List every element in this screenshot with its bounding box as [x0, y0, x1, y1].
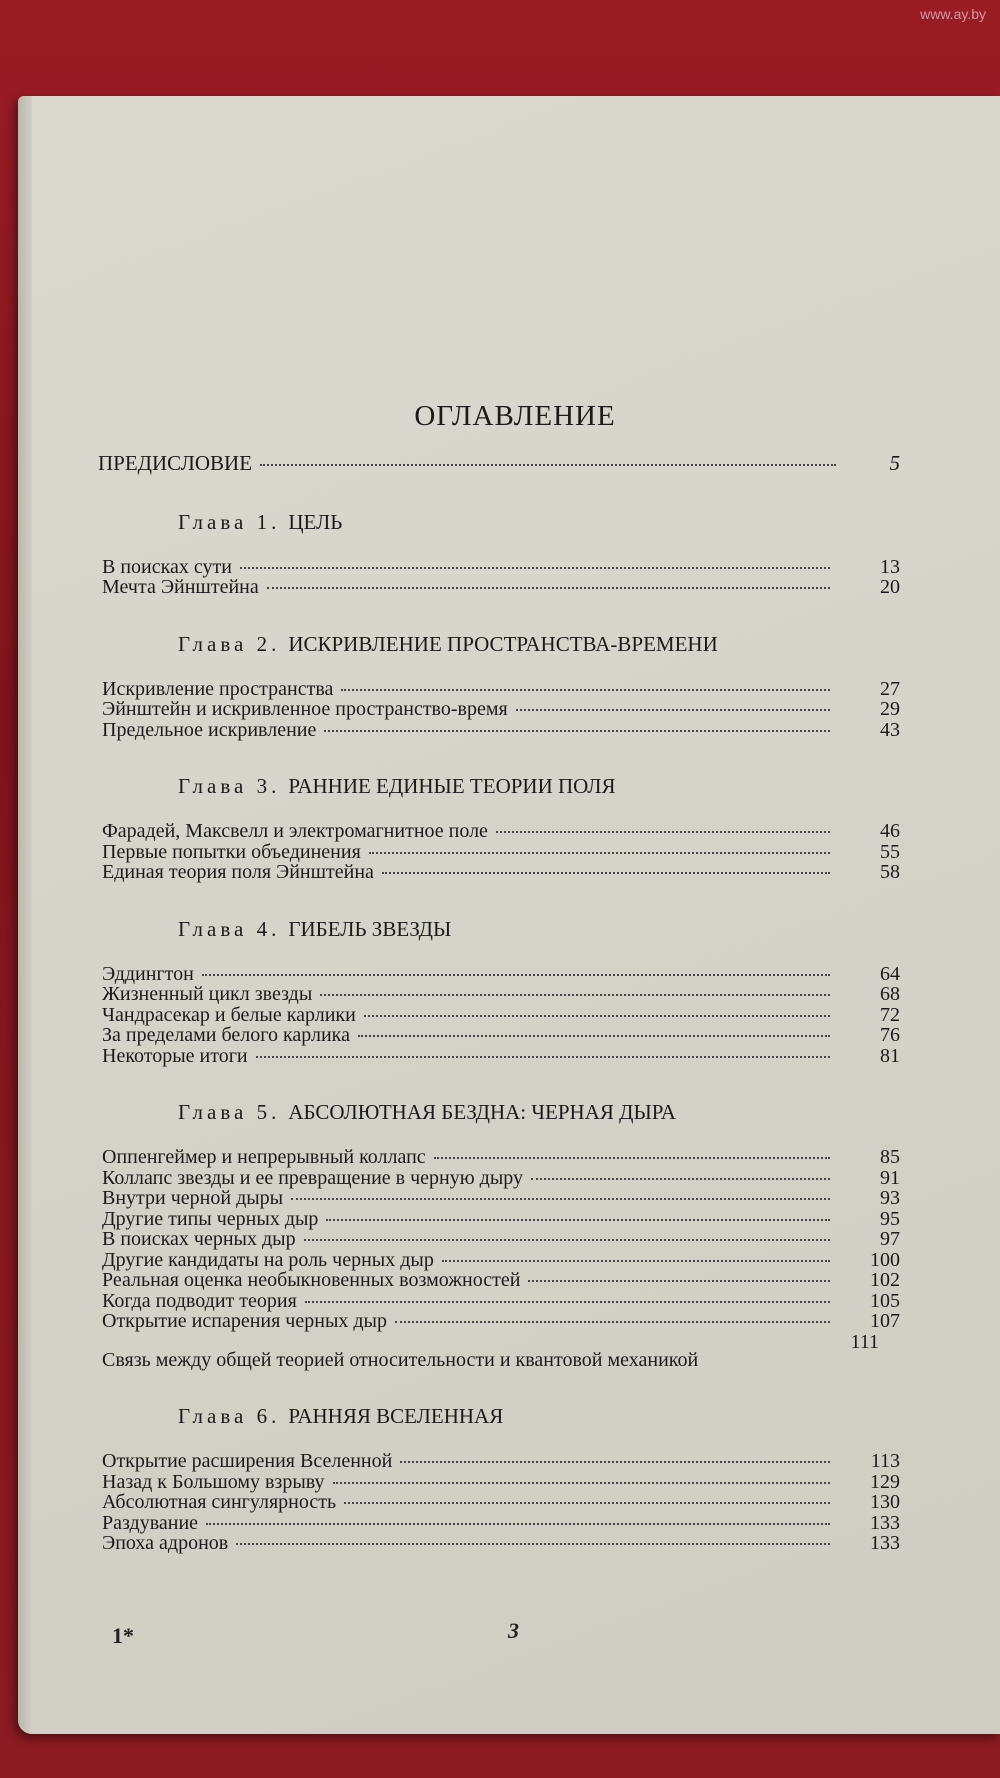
- leader-dots: [240, 567, 830, 569]
- entry-page: 113: [870, 1450, 900, 1472]
- toc-entry: [102, 862, 900, 883]
- entry-page: 133: [870, 1532, 900, 1554]
- toc-title: ОГЛАВЛЕНИЕ: [414, 400, 616, 432]
- toc-entry: [102, 1209, 900, 1230]
- leader-dots: [395, 1321, 830, 1323]
- entry-page: 20: [880, 576, 900, 598]
- entry-page: 76: [880, 1024, 900, 1046]
- entry-label: Открытие испарения черных дыр: [102, 1310, 387, 1332]
- chapter-heading: [178, 632, 900, 657]
- entry-label: За пределами белого карлика: [102, 1024, 350, 1046]
- leader-dots: [341, 689, 830, 691]
- entry-page: 133: [870, 1511, 900, 1534]
- toc-entry: [102, 557, 900, 578]
- toc-entry: [102, 720, 900, 741]
- leader-dots: [326, 1219, 830, 1221]
- toc-entry: [102, 984, 900, 1005]
- chapter-list: [100, 510, 900, 1554]
- entry-label: Чандрасекар и белые карлики: [102, 1003, 356, 1026]
- leader-dots: [333, 1482, 830, 1484]
- leader-dots: [496, 831, 830, 833]
- entry-label: Эддингтон: [102, 962, 194, 985]
- entry-page: 13: [880, 555, 900, 578]
- leader-dots: [516, 709, 830, 711]
- entry-page: 85: [880, 1146, 900, 1168]
- chapter-entries: [102, 557, 900, 598]
- entry-label: Жизненный цикл звезды: [102, 983, 313, 1005]
- leader-dots: [382, 872, 830, 874]
- leader-dots: [291, 1198, 830, 1200]
- leader-dots: [305, 1301, 830, 1303]
- leader-dots: [202, 974, 830, 976]
- entry-page: 58: [880, 861, 900, 883]
- chapter-number: Глава 3.: [178, 774, 281, 798]
- entry-label: Раздувание: [102, 1511, 199, 1534]
- toc-entry: [102, 679, 900, 700]
- leader-dots: [256, 1056, 830, 1058]
- entry-page: 100: [870, 1248, 900, 1271]
- entry-label: Некоторые итоги: [102, 1044, 248, 1067]
- entry-label: Коллапс звезды и ее превращение в черную дыру: [102, 1166, 524, 1189]
- toc-entry: [102, 1147, 900, 1168]
- entry-label: Мечта Эйнштейна: [102, 576, 259, 598]
- leader-dots: [324, 730, 830, 732]
- toc-entry: [102, 1472, 900, 1493]
- page-edge: [18, 96, 32, 1734]
- toc-entry: [102, 1025, 900, 1046]
- signature-mark: 1*: [112, 1623, 134, 1648]
- entry-page: 111: [850, 1330, 879, 1353]
- leader-dots: [267, 587, 830, 589]
- toc-entry: [102, 1513, 900, 1534]
- entry-label: Другие кандидаты на роль черных дыр: [102, 1248, 434, 1271]
- entry-page: 72: [880, 1003, 900, 1026]
- leader-dots: [358, 1035, 830, 1037]
- leader-dots: [206, 1523, 830, 1525]
- chapter-heading: [178, 774, 900, 799]
- chapter-heading: [178, 1404, 900, 1429]
- chapter-title: ЦЕЛЬ: [288, 509, 343, 534]
- chapter-number: Глава 1.: [178, 509, 281, 534]
- chapter-title: ИСКРИВЛЕНИЕ ПРОСТРАНСТВА-ВРЕМЕНИ: [288, 631, 718, 656]
- entry-page: 95: [880, 1207, 900, 1230]
- entry-page: 68: [880, 983, 900, 1005]
- chapter-heading: [178, 1100, 900, 1125]
- leader-dots: [236, 1543, 830, 1545]
- entry-label: Связь между общей теорией относительности и квантовой механикой: [102, 1348, 699, 1371]
- chapter-number: Глава 2.: [178, 631, 281, 656]
- page-number: 3: [508, 1618, 519, 1643]
- leader-dots: [369, 852, 830, 854]
- entry-label: Когда подводит теория: [102, 1289, 297, 1312]
- toc-entry: [102, 1311, 900, 1332]
- entry-label: Первые попытки объединения: [102, 840, 361, 863]
- toc-entry: [102, 577, 900, 598]
- entry-page: 43: [880, 718, 900, 741]
- entry-page: 107: [870, 1310, 900, 1332]
- entry-page: 102: [870, 1269, 900, 1291]
- chapter-entries: [102, 821, 900, 883]
- toc-entry: [102, 1005, 900, 1026]
- entry-label: Открытие расширения Вселенной: [102, 1450, 393, 1472]
- leader-dots: [434, 1157, 830, 1159]
- preface-label: ПРЕДИСЛОВИЕ: [98, 451, 253, 475]
- toc-entry: [102, 964, 900, 985]
- leader-dots: [400, 1461, 830, 1463]
- toc-entry: [102, 1168, 900, 1189]
- entry-label: В поисках черных дыр: [102, 1228, 296, 1250]
- chapter-title: РАННИЕ ЕДИНЫЕ ТЕОРИИ ПОЛЯ: [288, 774, 616, 798]
- entry-page: 91: [880, 1166, 900, 1189]
- preface-entry: [98, 453, 900, 474]
- entry-label: Эпоха адронов: [102, 1532, 229, 1554]
- entry-page: 64: [880, 962, 900, 985]
- toc-entry: [102, 821, 900, 842]
- entry-page: 55: [880, 840, 900, 863]
- entry-label: Внутри черной дыры: [102, 1187, 284, 1209]
- toc-entry: [102, 1250, 900, 1271]
- chapter-entries: [102, 964, 900, 1067]
- chapter-number: Глава 6.: [178, 1404, 281, 1428]
- leader-dots: [442, 1260, 830, 1262]
- toc-entry: [102, 1492, 900, 1513]
- entry-label: Оппенгеймер и непрерывный коллапс: [102, 1146, 426, 1168]
- toc-entry: [102, 699, 900, 720]
- entry-label: Абсолютная сингулярность: [102, 1491, 337, 1513]
- toc-entry: [102, 1291, 900, 1312]
- toc-entry: [102, 1229, 900, 1250]
- toc-entry: [102, 1533, 900, 1554]
- toc-entry: [102, 1188, 900, 1209]
- entry-page: 46: [880, 820, 900, 842]
- entry-label: Искривление пространства: [102, 677, 334, 700]
- toc-entry: [102, 1451, 900, 1472]
- chapter-entries: [102, 1147, 900, 1370]
- chapter-title: АБСОЛЮТНАЯ БЕЗДНА: ЧЕРНАЯ ДЫРА: [288, 1100, 676, 1124]
- leader-dots: [260, 464, 836, 466]
- leader-dots: [528, 1280, 830, 1282]
- leader-dots: [364, 1015, 830, 1017]
- entry-label: В поисках сути: [102, 555, 232, 578]
- entry-page: 27: [880, 677, 900, 700]
- leader-dots: [531, 1178, 830, 1180]
- entry-label: Фарадей, Максвелл и электромагнитное поле: [102, 820, 488, 842]
- leader-dots: [320, 994, 830, 996]
- table-of-contents: [100, 400, 900, 1588]
- toc-entry: [102, 1270, 900, 1291]
- chapter-title: РАННЯЯ ВСЕЛЕННАЯ: [288, 1404, 504, 1428]
- entry-label: Реальная оценка необыкновенных возможностей: [102, 1269, 521, 1291]
- watermark: www.ay.by: [920, 6, 986, 22]
- entry-page: 129: [870, 1470, 900, 1493]
- chapter-heading: [178, 917, 900, 942]
- preface-page: 5: [889, 451, 900, 475]
- leader-dots: [304, 1239, 830, 1241]
- entry-page: 93: [880, 1187, 900, 1209]
- toc-entry: [102, 1332, 900, 1371]
- entry-label: Предельное искривление: [102, 718, 317, 741]
- entry-page: 130: [870, 1491, 900, 1513]
- leader-dots: [344, 1502, 830, 1504]
- entry-page: 105: [870, 1289, 900, 1312]
- chapter-title: ГИБЕЛЬ ЗВЕЗДЫ: [288, 916, 452, 941]
- entry-page: 97: [880, 1228, 900, 1250]
- chapter-number: Глава 4.: [178, 916, 281, 941]
- toc-entry: [102, 1046, 900, 1067]
- entry-page: 29: [880, 698, 900, 720]
- chapter-number: Глава 5.: [178, 1100, 281, 1124]
- entry-label: Назад к Большому взрыву: [102, 1470, 325, 1493]
- toc-entry: [102, 842, 900, 863]
- entry-label: Другие типы черных дыр: [102, 1207, 319, 1230]
- entry-label: Единая теория поля Эйнштейна: [102, 861, 374, 883]
- entry-page: 81: [880, 1044, 900, 1067]
- entry-label: Эйнштейн и искривленное пространство-время: [102, 698, 508, 720]
- chapter-entries: [102, 1451, 900, 1554]
- chapter-entries: [102, 679, 900, 741]
- chapter-heading: [178, 510, 900, 535]
